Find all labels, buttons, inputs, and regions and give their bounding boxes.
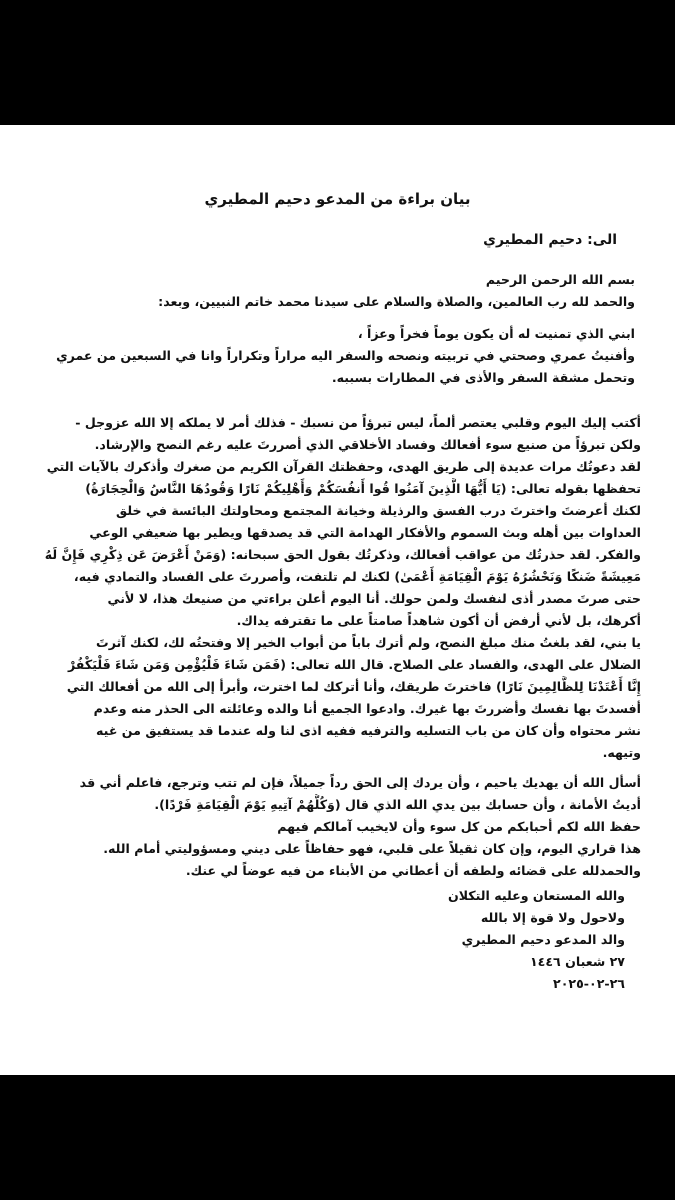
intro-line: ابني الذي تمنيت له أن يكون يوماً فخراً وعزاً ، <box>357 326 635 341</box>
letter-page <box>0 125 675 1075</box>
gregorian-date: ٢٦-٠٢-٢٠٢٥ <box>553 976 625 991</box>
closing-line: أسأل الله أن يهديك ياحيم ، وأن يردك إلى الحق رداً جميلاً، فإن لم تتب وترجع، فاعلم أني قد <box>79 775 641 790</box>
body-line: لقد دعوتُك مرات عديدة إلى طريق الهدى، وحفظتك القرآن الكريم من صغرك وأذكرك بالآيات التي <box>46 459 641 474</box>
intro-line: وتحمل مشقة السفر والأذى في المطارات بسببه. <box>331 370 635 385</box>
main-paragraph <box>34 412 641 764</box>
body-line: أفسدتَ بها نفسك وأضررتَ بها غيرك. وادعوا الجميع أنا والده وعائلته الى الحذر منه وعدم <box>93 701 641 716</box>
signature-line: والد المدعو دحيم المطيري <box>461 932 625 947</box>
body-line: إِنَّا أَعْتَدْنَا لِلظَّالِمِينَ نَارًا) فاخترتَ طريقك، وأنا أتركك لما اخترت، وأبرأ إلى الله من أفعالك التي <box>66 679 641 694</box>
body-line: الضلال على الهدى، والفساد على الصلاح. قال الله تعالى: (فَمَن شَاءَ فَلْيُؤْمِن وَمَن شَاءَ فَلْيَكْفُرْ <box>67 657 641 672</box>
body-line: والفكر. لقد حذرتُك من عواقب أفعالك، وذكرتُك بقول الحق سبحانه: (وَمَنْ أَعْرَضَ عَن ذِكْرِي فَإِنَّ لَهُ <box>44 547 641 562</box>
body-line: لكنك أعرضتَ واخترتَ درب الفسق والرذيلة وخيانة المجتمع ومحاولتك البائسة في خلق <box>116 503 641 518</box>
opening-line: والحمد لله رب العالمين، والصلاة والسلام على سيدنا محمد خاتم النبيين، وبعد: <box>158 294 635 309</box>
opening-block <box>34 269 635 313</box>
body-line: وتيهه. <box>602 745 641 760</box>
hijri-date: ٢٧ شعبان ١٤٤٦ <box>529 954 625 969</box>
body-line: ولكن تبرؤاً من صنيع سوء أفعالك وفساد الأخلاقي الذي أصررتَ عليه رغم النصح والإرشاد. <box>94 437 641 452</box>
body-line: مَعِيشَةً ضَنكًا وَنَحْشُرُهُ يَوْمَ الْقِيَامَةِ أَعْمَىٰ) لكنك لم تلتفت، وأصررتَ على الفساد والتمادي فيه، <box>73 569 641 584</box>
body-line: يا بني، لقد بلغتُ منك مبلغ النصح، ولم أترك باباً من أبواب الخير إلا وفتحتُه لك، لكنك آثرتَ <box>96 635 641 650</box>
signature-line: والله المستعان وعليه التكلان <box>447 888 625 903</box>
body-line: أكتب إليك اليوم وقلبي يعتصر ألماً، ليس تبرؤاً من نسبك - فذلك أمر لا يملكه إلا الله عزوجل - <box>75 415 641 430</box>
body-line: نشر محتواه وأن كان من باب التسليه والترفيه ففيه اذى لنا وله عندما قد يستفيق من غيه <box>96 723 641 738</box>
opening-line: بسم الله الرحمن الرحيم <box>485 272 635 287</box>
body-line: العداوات بين أهله وبث السموم والأفكار الهدامة التي قد يصدقها ويطير بها ضعيفي الوعي <box>89 525 641 540</box>
signature-line: ولاحول ولا قوة إلا بالله <box>480 910 625 925</box>
closing-line: أديتُ الأمانة ، وأن حسابك بين يدي الله الذي قال (وَكُلُّهُمْ آتِيهِ يَوْمَ الْقِيَامَةِ فَرْدًا). <box>154 797 641 812</box>
body-line: أكرهك، بل لأني أرفض أن أكون شاهداً صامتاً على ما تقترفه يداك. <box>236 613 641 628</box>
body-line: حتى صرتَ مصدر أذى لنفسك ولمن حولك. أنا اليوم أعلن براءتي من صنيعك هذا، لا لأني <box>107 591 641 606</box>
closing-line: والحمدلله على قضائه ولطفه أن أعطاني من الأبناء من فيه عوضاً لي عنك. <box>185 863 641 878</box>
intro-paragraph <box>34 323 635 389</box>
letter-title: بيان براءة من المدعو دحيم المطيري <box>204 190 471 208</box>
body-line: تحفظها بقوله تعالى: (يَا أَيُّهَا الَّذِينَ آمَنُوا قُوا أَنفُسَكُمْ وَأَهْلِيكُمْ نَارًا وَقُودُهَا النَّاسُ وَالْحِجَارَةُ) <box>85 481 641 496</box>
signature-block <box>34 885 625 995</box>
closing-paragraph <box>34 772 641 882</box>
closing-line: هذا قراري اليوم، وإن كان ثقيلاً على قلبي، فهو حفاظاً على ديني ومسؤوليتي أمام الله. <box>103 841 641 856</box>
recipient-line: الى: دحيم المطيري <box>483 232 617 248</box>
closing-line: حفظ الله لكم أحبابكم من كل سوء وأن لايخيب آمالكم فيهم <box>277 819 641 834</box>
intro-line: وأفنيتُ عمري وصحتي في تربيته ونصحه والسفر اليه مراراً وتكراراً وانا في السبعين من عمري <box>56 348 635 363</box>
